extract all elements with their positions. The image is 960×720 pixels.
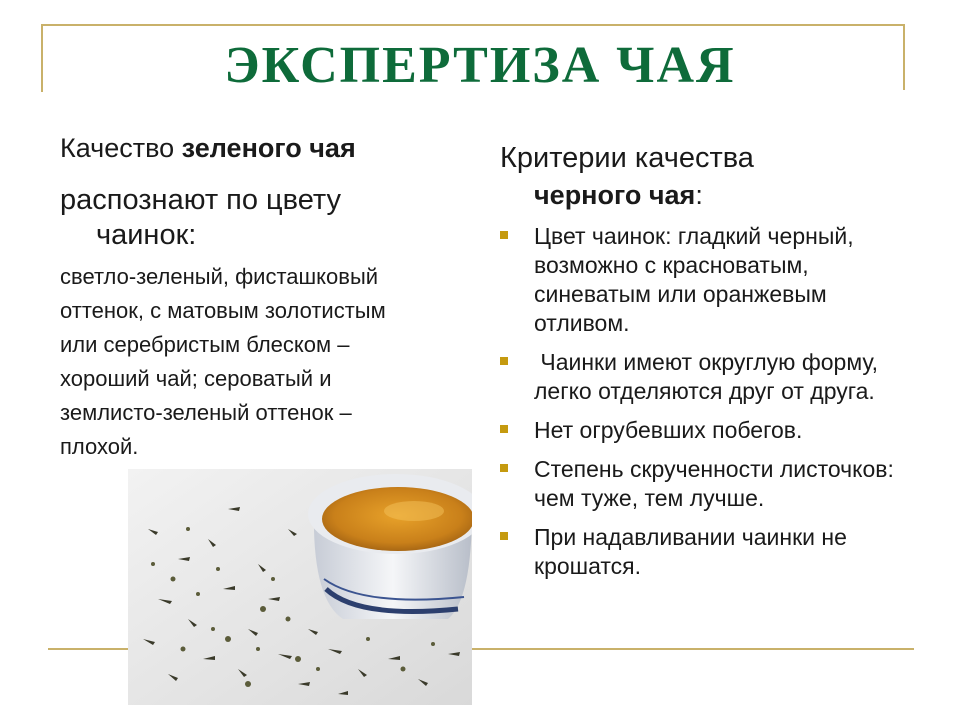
square-bullet-icon (500, 532, 508, 540)
list-item-text: Нет огрубевших побегов. (534, 417, 803, 443)
list-item (500, 416, 920, 445)
black-tea-section (500, 138, 920, 591)
description-line: или серебристым блеском – (60, 332, 350, 357)
square-bullet-icon (500, 357, 508, 365)
frame-top-line (41, 24, 904, 26)
green-tea-subheading: распознают по цвету (60, 184, 342, 216)
tea-photo (128, 469, 472, 705)
list-item-text: Степень скрученности листочков: чем туже, тем лучше. (534, 456, 894, 511)
green-tea-bold: зеленого чая (181, 133, 356, 163)
tea-cup-icon (128, 469, 472, 705)
slide-title: ЭКСПЕРТИЗА ЧАЯ (224, 37, 736, 94)
green-tea-description (60, 260, 480, 464)
list-item (500, 523, 920, 581)
green-tea-section (60, 128, 480, 464)
list-item (500, 455, 920, 513)
list-item (500, 222, 920, 338)
green-tea-heading-text: Качество (60, 133, 182, 163)
description-line: хороший чай; сероватый и (60, 366, 332, 391)
description-line: плохой. (60, 434, 139, 459)
criteria-list (500, 222, 920, 581)
list-item-text: Цвет чаинок: гладкий черный, возможно с красноватым, синеватым или оранжевым отливом. (534, 223, 854, 336)
green-tea-heading (60, 128, 480, 168)
black-tea-heading-2 (534, 178, 920, 212)
list-item-text: При надавливании чаинки не крошатся. (534, 524, 847, 579)
black-tea-heading: Критерии качества (500, 142, 754, 174)
square-bullet-icon (500, 425, 508, 433)
description-line: оттенок, с матовым золотистым (60, 298, 386, 323)
list-item (500, 348, 920, 406)
description-line: светло-зеленый, фисташковый (60, 264, 379, 289)
black-tea-colon: : (695, 180, 703, 210)
black-tea-bold: черного чая (534, 180, 696, 210)
description-line: землисто-зеленый оттенок – (60, 400, 352, 425)
square-bullet-icon (500, 464, 508, 472)
square-bullet-icon (500, 231, 508, 239)
green-tea-subheading-2: чаинок: (96, 219, 197, 251)
list-item-text: Чаинки имеют округлую форму, легко отделяются друг от друга. (534, 349, 885, 404)
